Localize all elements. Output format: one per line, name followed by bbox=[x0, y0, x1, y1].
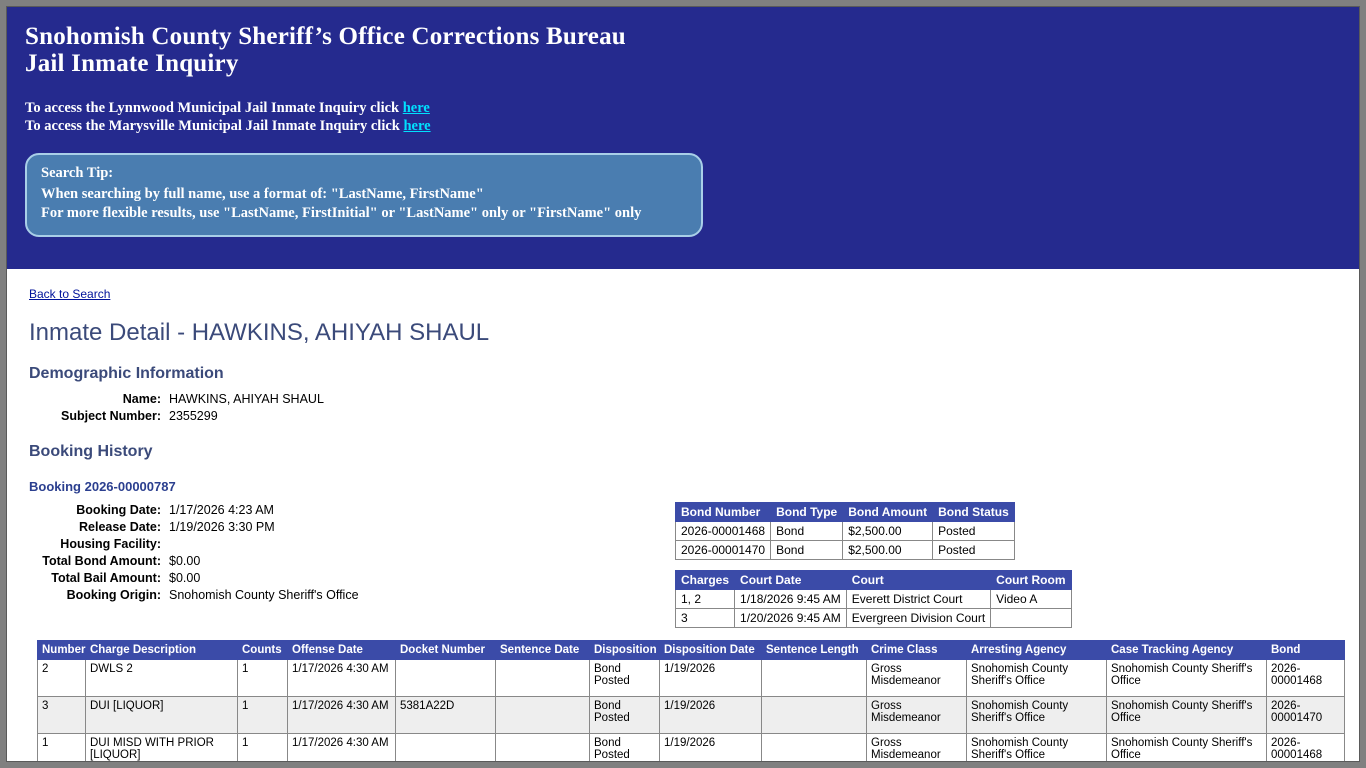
bond-amount: $2,500.00 bbox=[843, 522, 933, 541]
charges-header-crime-class: Crime Class bbox=[867, 641, 967, 660]
external-links bbox=[7, 77, 1359, 135]
charges-header-arresting-agency: Arresting Agency bbox=[967, 641, 1107, 660]
charge-docket-number bbox=[396, 734, 496, 763]
site-title bbox=[7, 23, 1359, 77]
charge-crime-class: Gross Misdemeanor bbox=[867, 660, 967, 697]
bond-number: 2026-00001470 bbox=[676, 541, 771, 560]
charge-sentence-date bbox=[496, 697, 590, 734]
charge-arresting-agency: Snohomish County Sheriff's Office bbox=[967, 734, 1107, 763]
charges-header-number: Number bbox=[38, 641, 86, 660]
field-name bbox=[29, 391, 1359, 408]
charge-arresting-agency: Snohomish County Sheriff's Office bbox=[967, 660, 1107, 697]
charge-description: DUI MISD WITH PRIOR [LIQUOR] bbox=[86, 734, 238, 763]
field-subject-number-value: 2355299 bbox=[169, 409, 218, 423]
charges-header-disposition: Disposition bbox=[590, 641, 660, 660]
charge-disposition-date: 1/19/2026 bbox=[660, 697, 762, 734]
court-header-cell: Court Room bbox=[991, 571, 1071, 590]
court-room: Video A bbox=[991, 590, 1071, 609]
charge-sentence-length bbox=[762, 660, 867, 697]
booking-field bbox=[29, 570, 675, 587]
charges-header-case-tracking-agency: Case Tracking Agency bbox=[1107, 641, 1267, 660]
charge-offense-date: 1/17/2026 4:30 AM bbox=[288, 734, 396, 763]
booking-field-label: Booking Origin: bbox=[66, 588, 161, 602]
tip1-text: When searching by full name, use a format of: bbox=[41, 186, 331, 202]
charges-header-bond: Bond bbox=[1267, 641, 1345, 660]
booking-field bbox=[29, 502, 675, 519]
charge-disposition-date: 1/19/2026 bbox=[660, 660, 762, 697]
court-header-cell: Charges bbox=[676, 571, 735, 590]
tip1-format: "LastName, FirstName" bbox=[330, 186, 484, 202]
booking-field-value: Snohomish County Sheriff's Office bbox=[169, 588, 359, 602]
field-name-value: HAWKINS, AHIYAH SHAUL bbox=[169, 392, 324, 406]
tip2-text-b: or bbox=[377, 205, 399, 221]
charge-bond: 2026-00001468 bbox=[1267, 734, 1345, 763]
charge-number: 2 bbox=[38, 660, 86, 697]
charge-counts: 1 bbox=[238, 660, 288, 697]
search-tip-line-2 bbox=[41, 204, 687, 223]
charge-sentence-date bbox=[496, 734, 590, 763]
tip2-text-d: only bbox=[611, 205, 642, 221]
lynnwood-line bbox=[25, 99, 1359, 117]
lynnwood-link[interactable]: here bbox=[402, 100, 430, 116]
booking-history-heading: Booking History bbox=[29, 443, 153, 460]
court-charges: 3 bbox=[676, 609, 735, 628]
tip2-text-c: only or bbox=[478, 205, 530, 221]
marysville-link[interactable]: here bbox=[403, 118, 431, 134]
court-date: 1/18/2026 9:45 AM bbox=[735, 590, 847, 609]
court-header-cell: Court Date bbox=[735, 571, 847, 590]
field-subject-number-label: Subject Number: bbox=[60, 409, 161, 423]
field-name-label: Name: bbox=[122, 392, 161, 406]
field-subject-number bbox=[29, 408, 1359, 425]
charge-description: DWLS 2 bbox=[86, 660, 238, 697]
table-row bbox=[38, 734, 1345, 763]
table-row bbox=[38, 660, 1345, 697]
tip2-text-a: For more flexible results, use bbox=[41, 205, 224, 221]
demographic-information-heading: Demographic Information bbox=[29, 365, 224, 382]
demographic-fields bbox=[29, 391, 1359, 425]
search-tip-title: Search Tip: bbox=[41, 165, 114, 181]
charges-table bbox=[37, 640, 1345, 762]
charge-crime-class: Gross Misdemeanor bbox=[867, 697, 967, 734]
charges-header-docket-number: Docket Number bbox=[396, 641, 496, 660]
booking-field-value: 1/19/2026 3:30 PM bbox=[169, 520, 275, 534]
table-row bbox=[676, 609, 1072, 628]
charges-header-offense-date: Offense Date bbox=[288, 641, 396, 660]
court-table-header-row bbox=[676, 571, 1072, 590]
charge-counts: 1 bbox=[238, 697, 288, 734]
charge-bond: 2026-00001470 bbox=[1267, 697, 1345, 734]
charge-arresting-agency: Snohomish County Sheriff's Office bbox=[967, 697, 1107, 734]
booking-fields-column bbox=[7, 494, 675, 604]
charge-docket-number bbox=[396, 660, 496, 697]
tip2-format-2: "LastName" bbox=[398, 205, 479, 221]
tip2-format-1: "LastName, FirstInitial" bbox=[223, 205, 378, 221]
bond-table-header-row bbox=[676, 503, 1015, 522]
charges-header-sentence-length: Sentence Length bbox=[762, 641, 867, 660]
booking-field-label: Housing Facility: bbox=[60, 537, 161, 551]
charge-number: 1 bbox=[38, 734, 86, 763]
court-charges: 1, 2 bbox=[676, 590, 735, 609]
inmate-detail-content bbox=[7, 269, 1359, 761]
charges-header-counts: Counts bbox=[238, 641, 288, 660]
bond-table bbox=[675, 502, 1015, 560]
charge-offense-date: 1/17/2026 4:30 AM bbox=[288, 660, 396, 697]
bond-header-cell: Bond Amount bbox=[843, 503, 933, 522]
charge-sentence-date bbox=[496, 660, 590, 697]
charges-header-row bbox=[38, 641, 1345, 660]
bond-amount: $2,500.00 bbox=[843, 541, 933, 560]
charge-case-tracking-agency: Snohomish County Sheriff's Office bbox=[1107, 697, 1267, 734]
bond-header-cell: Bond Type bbox=[771, 503, 843, 522]
charge-offense-date: 1/17/2026 4:30 AM bbox=[288, 697, 396, 734]
booking-number-heading: Booking 2026-00000787 bbox=[29, 479, 176, 494]
charge-disposition: Bond Posted bbox=[590, 734, 660, 763]
charge-case-tracking-agency: Snohomish County Sheriff's Office bbox=[1107, 660, 1267, 697]
charge-number: 3 bbox=[38, 697, 86, 734]
charge-description: DUI [LIQUOR] bbox=[86, 697, 238, 734]
booking-field bbox=[29, 536, 675, 553]
bond-header-cell: Bond Number bbox=[676, 503, 771, 522]
tip2-format-3: "FirstName" bbox=[529, 205, 612, 221]
table-row bbox=[676, 541, 1015, 560]
charge-disposition-date: 1/19/2026 bbox=[660, 734, 762, 763]
charge-disposition: Bond Posted bbox=[590, 697, 660, 734]
bond-and-court-column bbox=[675, 494, 1072, 628]
booking-field-label: Release Date: bbox=[79, 520, 161, 534]
booking-field-value: $0.00 bbox=[169, 554, 201, 568]
table-row bbox=[676, 590, 1072, 609]
charges-header-sentence-date: Sentence Date bbox=[496, 641, 590, 660]
back-to-search-link[interactable]: Back to Search bbox=[29, 287, 111, 301]
bond-status: Posted bbox=[933, 541, 1015, 560]
bond-number: 2026-00001468 bbox=[676, 522, 771, 541]
charge-counts: 1 bbox=[238, 734, 288, 763]
booking-field-label: Total Bond Amount: bbox=[42, 554, 161, 568]
charge-case-tracking-agency: Snohomish County Sheriff's Office bbox=[1107, 734, 1267, 763]
table-row bbox=[38, 697, 1345, 734]
bond-status: Posted bbox=[933, 522, 1015, 541]
charge-docket-number: 5381A22D bbox=[396, 697, 496, 734]
bond-type: Bond bbox=[771, 522, 843, 541]
marysville-line bbox=[25, 117, 1359, 135]
charges-section bbox=[37, 640, 1347, 762]
booking-field-value: $0.00 bbox=[169, 571, 201, 585]
court-date-table bbox=[675, 570, 1072, 628]
search-tip-box bbox=[25, 153, 703, 237]
marysville-text: To access the Marysville Municipal Jail Inmate Inquiry click bbox=[25, 118, 404, 134]
bond-header-cell: Bond Status bbox=[933, 503, 1015, 522]
charge-bond: 2026-00001468 bbox=[1267, 660, 1345, 697]
browser-page bbox=[6, 6, 1360, 762]
booking-field bbox=[29, 519, 675, 536]
charges-header-charge-description: Charge Description bbox=[86, 641, 238, 660]
table-row bbox=[676, 522, 1015, 541]
court-header-cell: Court bbox=[846, 571, 990, 590]
court-name: Everett District Court bbox=[846, 590, 990, 609]
court-date: 1/20/2026 9:45 AM bbox=[735, 609, 847, 628]
booking-field-value: 1/17/2026 4:23 AM bbox=[169, 503, 274, 517]
charge-sentence-length bbox=[762, 697, 867, 734]
lynnwood-text: To access the Lynnwood Municipal Jail Inmate Inquiry click bbox=[25, 100, 403, 116]
booking-field bbox=[29, 553, 675, 570]
booking-summary-row bbox=[7, 494, 1359, 628]
charge-sentence-length bbox=[762, 734, 867, 763]
court-room bbox=[991, 609, 1071, 628]
bond-type: Bond bbox=[771, 541, 843, 560]
site-header bbox=[7, 7, 1359, 269]
site-title-line1: Snohomish County Sheriff’s Office Corrections Bureau bbox=[25, 23, 626, 50]
charges-header-disposition-date: Disposition Date bbox=[660, 641, 762, 660]
charge-crime-class: Gross Misdemeanor bbox=[867, 734, 967, 763]
booking-field-label: Booking Date: bbox=[76, 503, 161, 517]
site-title-line2: Jail Inmate Inquiry bbox=[25, 50, 239, 77]
booking-fields bbox=[29, 502, 675, 604]
charge-disposition: Bond Posted bbox=[590, 660, 660, 697]
booking-field-label: Total Bail Amount: bbox=[51, 571, 161, 585]
search-tip-line-1 bbox=[41, 185, 687, 204]
court-name: Evergreen Division Court bbox=[846, 609, 990, 628]
booking-field bbox=[29, 587, 675, 604]
page-title: Inmate Detail - HAWKINS, AHIYAH SHAUL bbox=[29, 319, 490, 346]
